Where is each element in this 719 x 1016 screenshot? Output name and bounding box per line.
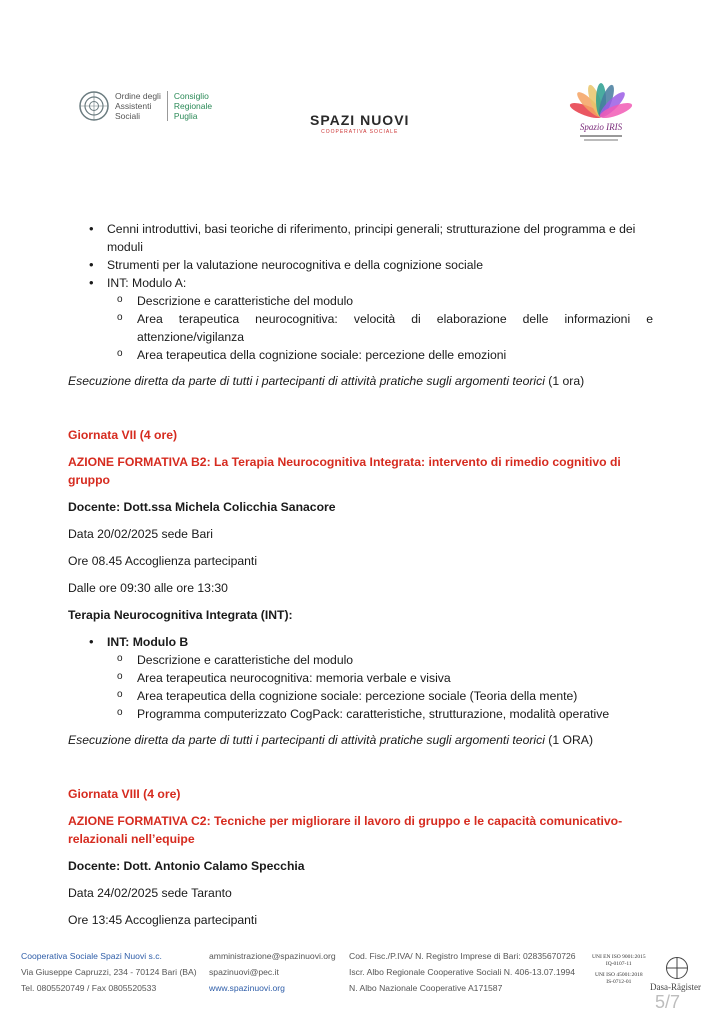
module-a-sublist	[107, 292, 653, 364]
oas-region2: Regionale	[173, 101, 213, 111]
day7-accoglienza: Ore 08.45 Accoglienza partecipanti	[68, 554, 258, 568]
spiral-emblem-icon	[78, 90, 110, 122]
module-b-sublist	[107, 651, 653, 723]
page-content	[68, 220, 653, 929]
spazi-nuovi-name: SPAZI NUOVI	[310, 112, 410, 128]
svg-text:Spazio IRIS: Spazio IRIS	[579, 122, 623, 132]
day7-heading: Terapia Neurocognitiva Integrata (INT):	[68, 608, 293, 622]
day8-docente: Docente: Dott. Antonio Calamo Specchia	[68, 859, 305, 873]
list-item-label: INT: Modulo A:	[107, 276, 187, 290]
day7-title: Giornata VII (4 ore)	[68, 428, 178, 442]
day7-orario: Dalle ore 09:30 alle ore 13:30	[68, 581, 228, 595]
list-item: • Strumenti per la valutazione neurocognitiva e della cognizione sociale	[68, 256, 653, 274]
sub-list-item-line2: attenzione/vigilanza	[137, 330, 245, 344]
page-header	[0, 0, 719, 200]
day7-azione: AZIONE FORMATIVA B2: La Terapia Neurocognitiva Integrata: intervento di rimedio cognitivo di gruppo	[68, 455, 621, 487]
oas-region3: Puglia	[173, 111, 198, 121]
intro-bullet-list	[68, 220, 653, 364]
list-item	[68, 274, 653, 364]
footer-phone: Tel. 0805520749 / Fax 0805520533	[21, 983, 157, 993]
exec-note-2: Esecuzione diretta da parte di tutti i partecipanti di attività pratiche sugli argomenti teorici (1 ORA)	[68, 733, 593, 747]
page-number: 5/7	[655, 992, 681, 1012]
day7-data: Data 20/02/2025 sede Bari	[68, 527, 214, 541]
footer-registry-line: Iscr. Albo Regionale Cooperative Sociali N. 406-13.07.1994	[349, 967, 575, 977]
day8-title: Giornata VIII (4 ore)	[68, 787, 181, 801]
spazi-nuovi-logo	[310, 112, 409, 135]
sub-list-item: o Programma computerizzato CogPack: caratteristiche, strutturazione, modalità operative	[107, 705, 653, 723]
sub-list-item	[107, 310, 653, 346]
spazi-nuovi-sub: COOPERATIVA SOCIALE	[321, 129, 399, 135]
footer-contacts	[209, 948, 336, 996]
oas-line3: Sociali	[115, 111, 141, 121]
sub-list-item: o Area terapeutica della cognizione sociale: percezione sociale (Teoria della mente)	[107, 687, 653, 705]
day7-bullet-list	[68, 633, 653, 723]
list-item-label: INT: Modulo B	[107, 635, 189, 649]
footer-registry-line: Cod. Fisc./P.IVA/ N. Registro Imprese di Bari: 02835670726	[349, 951, 576, 961]
footer-address: Via Giuseppe Capruzzi, 234 - 70124 Bari (BA)	[21, 967, 197, 977]
footer-website-link[interactable]: www.spazinuovi.org	[209, 983, 285, 993]
footer-company-name: Cooperativa Sociale Spazi Nuovi s.c.	[21, 951, 162, 961]
oas-line2: Assistenti	[115, 101, 152, 111]
oas-region1: Consiglio	[173, 91, 209, 101]
exec-note-1: Esecuzione diretta da parte di tutti i partecipanti di attività pratiche sugli argomenti teorici (1 ora)	[68, 374, 585, 388]
day7-docente: Docente: Dott.ssa Michela Colicchia Sanacore	[68, 500, 336, 514]
list-item: • Cenni introduttivi, basi teoriche di riferimento, principi generali; strutturazione del programma e dei moduli	[68, 220, 653, 256]
footer-email[interactable]: amministrazione@spazinuovi.org	[209, 951, 336, 961]
footer-registry-line: N. Albo Nazionale Cooperative A171587	[349, 983, 503, 993]
day8-accoglienza: Ore 13:45 Accoglienza partecipanti	[68, 913, 258, 927]
day8-data: Data 24/02/2025 sede Taranto	[68, 886, 232, 900]
sub-list-item-line1: o Area terapeutica neurocognitiva: velocità di elaborazione delle informazioni e	[137, 312, 653, 326]
list-item	[68, 633, 653, 723]
ordine-assistenti-sociali-logo	[78, 90, 212, 122]
day8-azione: AZIONE FORMATIVA C2: Tecniche per migliorare il lavoro di gruppo e le capacità comunicativo-relazionali nell’equipe	[68, 814, 623, 846]
certification-name: Dasa-Rägister	[650, 982, 701, 992]
globe-certification-icon	[665, 956, 689, 980]
footer-pec[interactable]: spazinuovi@pec.it	[209, 967, 279, 977]
sub-list-item: o Descrizione e caratteristiche del modulo	[107, 292, 653, 310]
footer-company-info	[21, 948, 197, 996]
page-footer	[0, 948, 719, 1016]
certification-block: UNI EN ISO 9001:2015 IQ-0107-11 UNI ISO 45001:2018 IS-0712-01	[592, 954, 646, 985]
sub-list-item: o Descrizione e caratteristiche del modulo	[107, 651, 653, 669]
oas-line1: Ordine degli	[115, 91, 161, 101]
sub-list-item: o Area terapeutica neurocognitiva: memoria verbale e visiva	[107, 669, 653, 687]
spazio-iris-logo-icon	[566, 78, 636, 148]
footer-registry	[349, 948, 576, 996]
sub-list-item: o Area terapeutica della cognizione sociale: percezione delle emozioni	[107, 346, 653, 364]
